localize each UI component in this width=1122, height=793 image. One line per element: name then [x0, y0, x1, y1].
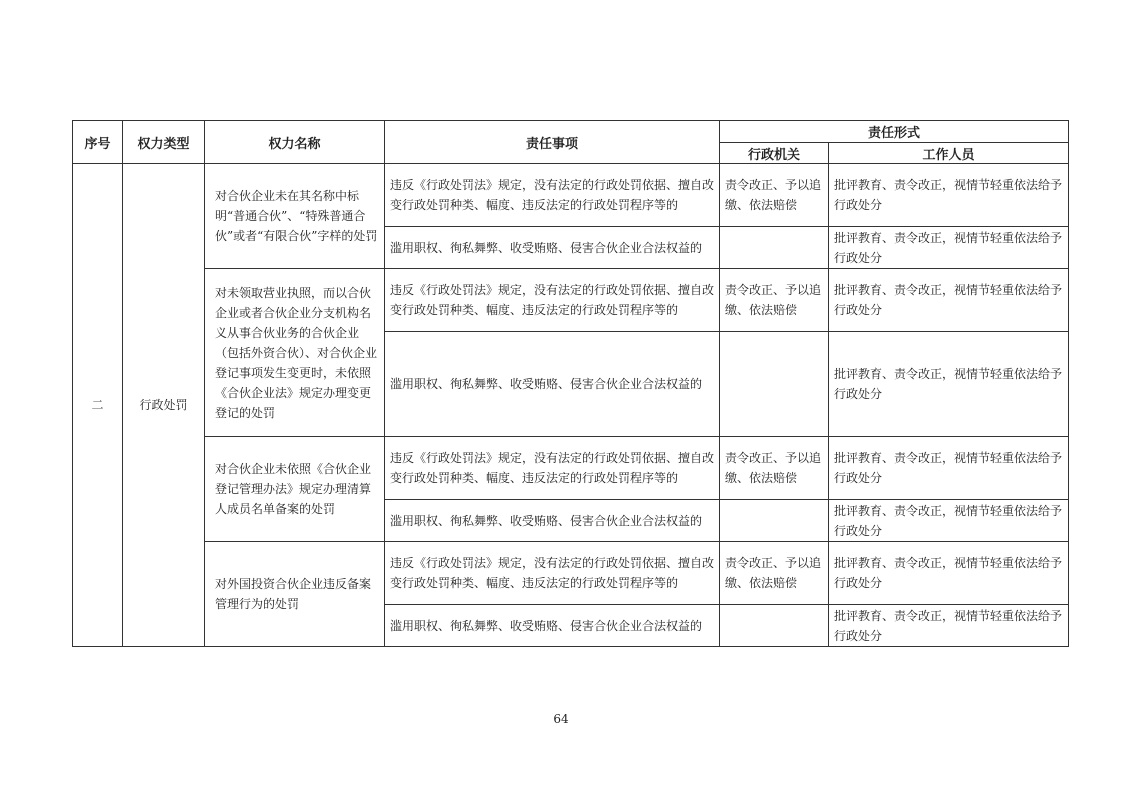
staff-cell: 批评教育、责令改正，视情节轻重依法给予行政处分	[829, 605, 1069, 647]
header-power-type: 权力类型	[123, 121, 205, 164]
responsibility-item-cell: 违反《行政处罚法》规定，没有法定的行政处罚依据、擅自改变行政处罚种类、幅度、违反法定的行政处罚程序等的	[385, 164, 720, 227]
responsibility-item-cell: 违反《行政处罚法》规定，没有法定的行政处罚依据、擅自改变行政处罚种类、幅度、违反法定的行政处罚程序等的	[385, 437, 720, 500]
header-power-name: 权力名称	[205, 121, 385, 164]
header-responsibility-form: 责任形式	[720, 121, 1069, 143]
staff-cell: 批评教育、责令改正，视情节轻重依法给予行政处分	[829, 269, 1069, 332]
power-name-cell: 对未领取营业执照，而以合伙企业或者合伙企业分支机构名义从事合伙业务的合伙企业（包括外资合伙）、对合伙企业登记事项发生变更时，未依照《合伙企业法》规定办理变更登记的处罚	[205, 269, 385, 437]
responsibility-item-cell: 滥用职权、徇私舞弊、收受贿赂、侵害合伙企业合法权益的	[385, 332, 720, 437]
power-name-cell: 对外国投资合伙企业违反备案管理行为的处罚	[205, 542, 385, 647]
admin-organ-cell: 责令改正、予以追缴、依法赔偿	[720, 269, 829, 332]
header-seq: 序号	[73, 121, 123, 164]
staff-cell: 批评教育、责令改正，视情节轻重依法给予行政处分	[829, 164, 1069, 227]
seq-cell: 二	[73, 164, 123, 647]
admin-organ-cell: 责令改正、予以追缴、依法赔偿	[720, 437, 829, 500]
responsibility-item-cell: 违反《行政处罚法》规定，没有法定的行政处罚依据、擅自改变行政处罚种类、幅度、违反法定的行政处罚程序等的	[385, 542, 720, 605]
table-row	[73, 437, 1069, 500]
responsibility-item-cell: 滥用职权、徇私舞弊、收受贿赂、侵害合伙企业合法权益的	[385, 500, 720, 542]
admin-organ-cell	[720, 500, 829, 542]
power-name-cell: 对合伙企业未依照《合伙企业登记管理办法》规定办理清算人成员名单备案的处罚	[205, 437, 385, 542]
admin-organ-cell	[720, 605, 829, 647]
power-type-cell: 行政处罚	[123, 164, 205, 647]
table-row	[73, 164, 1069, 227]
admin-organ-cell	[720, 332, 829, 437]
admin-organ-cell	[720, 227, 829, 269]
page-number: 64	[553, 712, 569, 726]
responsibility-item-cell: 滥用职权、徇私舞弊、收受贿赂、侵害合伙企业合法权益的	[385, 605, 720, 647]
admin-organ-cell: 责令改正、予以追缴、依法赔偿	[720, 542, 829, 605]
power-name-cell: 对合伙企业未在其名称中标明“普通合伙”、“特殊普通合伙”或者“有限合伙”字样的处罚	[205, 164, 385, 269]
header-responsibility-item: 责任事项	[385, 121, 720, 164]
table-row	[73, 269, 1069, 332]
staff-cell: 批评教育、责令改正，视情节轻重依法给予行政处分	[829, 500, 1069, 542]
header-staff: 工作人员	[829, 143, 1069, 164]
header-admin-organ: 行政机关	[720, 143, 829, 164]
responsibility-table	[72, 120, 1069, 647]
staff-cell: 批评教育、责令改正，视情节轻重依法给予行政处分	[829, 542, 1069, 605]
admin-organ-cell: 责令改正、予以追缴、依法赔偿	[720, 164, 829, 227]
responsibility-item-cell: 滥用职权、徇私舞弊、收受贿赂、侵害合伙企业合法权益的	[385, 227, 720, 269]
responsibility-item-cell: 违反《行政处罚法》规定，没有法定的行政处罚依据、擅自改变行政处罚种类、幅度、违反法定的行政处罚程序等的	[385, 269, 720, 332]
staff-cell: 批评教育、责令改正，视情节轻重依法给予行政处分	[829, 227, 1069, 269]
staff-cell: 批评教育、责令改正，视情节轻重依法给予行政处分	[829, 437, 1069, 500]
table-row	[73, 542, 1069, 605]
staff-cell: 批评教育、责令改正，视情节轻重依法给予行政处分	[829, 332, 1069, 437]
